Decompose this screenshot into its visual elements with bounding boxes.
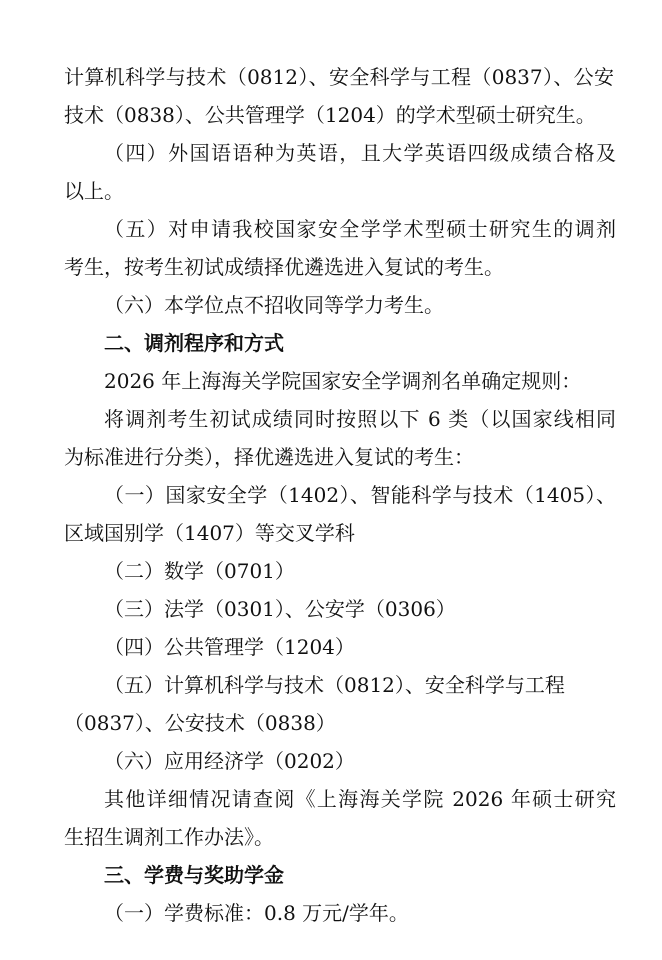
paragraph-line-13: 区域国别学（1407）等交叉学科 [64,521,355,545]
paragraph-line-2: 技术（0838）、公共管理学（1204）的学术型硕士研究生。 [64,103,596,127]
paragraph-line-6: 考生，按考生初试成绩择优遴选进入复试的考生。 [64,255,504,279]
paragraph-line-23: （一）学费标准：0.8 万元/学年。 [104,901,409,925]
paragraph-line-17: （五）计算机科学与技术（0812）、安全科学与工程 [104,673,565,697]
paragraph-line-19: （六）应用经济学（0202） [104,749,355,773]
section-heading-2: 二、调剂程序和方式 [104,331,284,355]
paragraph-line-7: （六）本学位点不招收同等学力考生。 [104,293,444,317]
paragraph-line-21: 生招生调剂工作办法》。 [64,825,274,849]
paragraph-line-15: （三）法学（0301）、公安学（0306） [104,597,456,621]
paragraph-line-1: 计算机科学与技术（0812）、安全科学与工程（0837）、公安 [64,65,614,89]
section-heading-3: 三、学费与奖助学金 [104,863,284,887]
paragraph-line-3: （四）外国语语种为英语，且大学英语四级成绩合格及 [104,141,616,165]
paragraph-line-9: 2026 年上海海关学院国家安全学调剂名单确定规则： [104,369,582,393]
paragraph-line-4: 以上。 [64,179,124,203]
paragraph-line-12: （一）国家安全学（1402）、智能科学与技术（1405）、 [104,483,616,507]
paragraph-line-10: 将调剂考生初试成绩同时按照以下 6 类（以国家线相同 [104,407,616,431]
paragraph-line-18: （0837）、公安技术（0838） [64,711,336,735]
paragraph-line-16: （四）公共管理学（1204） [104,635,355,659]
paragraph-line-14: （二）数学（0701） [104,559,295,583]
paragraph-line-11: 为标准进行分类），择优遴选进入复试的考生： [64,445,474,469]
paragraph-line-20: 其他详细情况请查阅《上海海关学院 2026 年硕士研究 [104,787,616,811]
paragraph-line-5: （五）对申请我校国家安全学学术型硕士研究生的调剂 [104,217,616,241]
